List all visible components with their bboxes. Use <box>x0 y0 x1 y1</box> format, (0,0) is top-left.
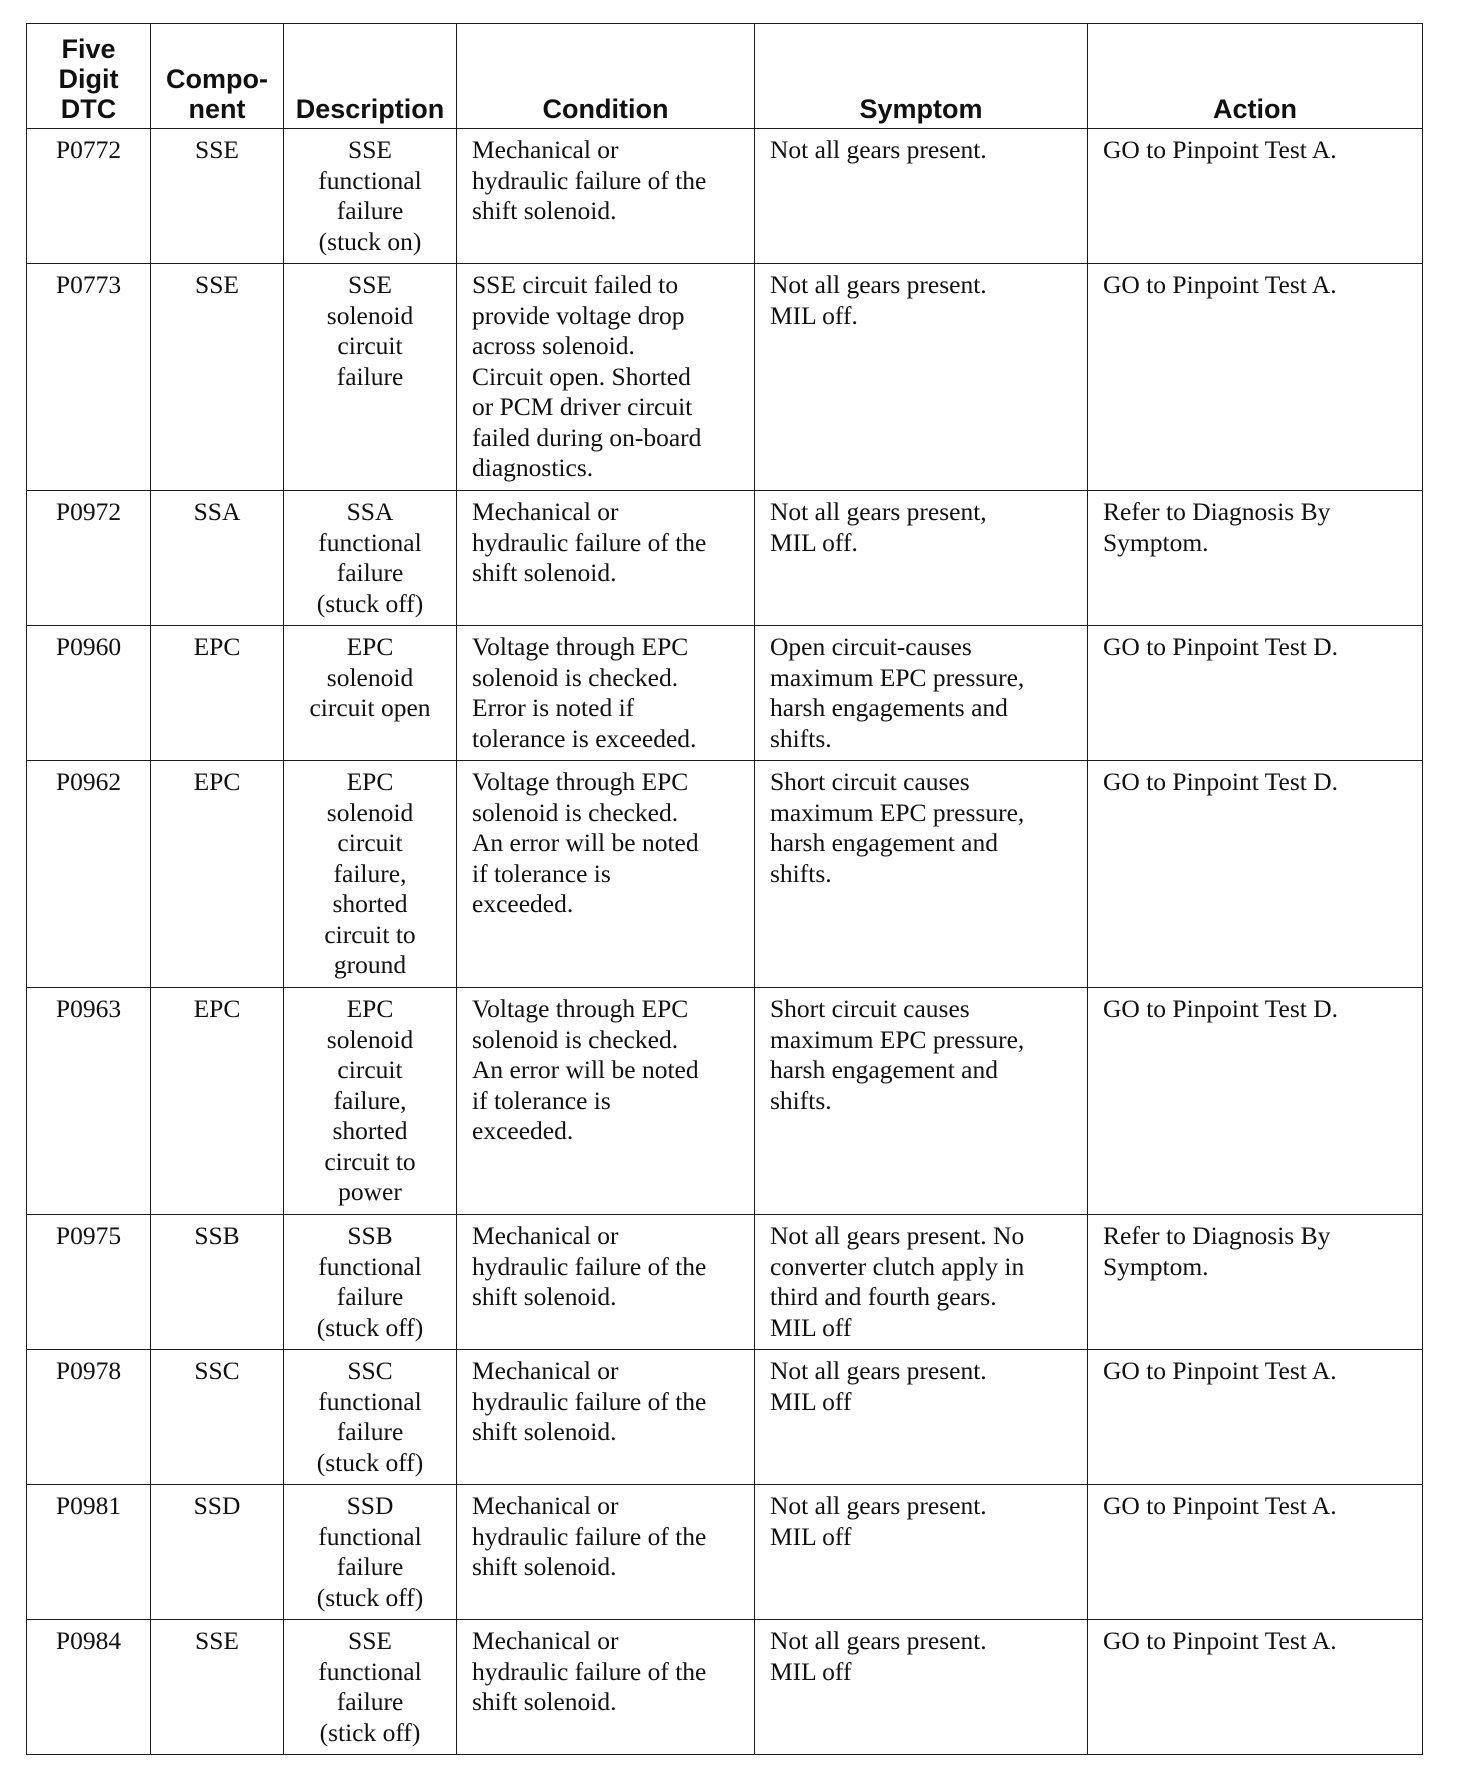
description-line: (stuck off) <box>316 588 424 618</box>
description-line: (stuck off) <box>316 1447 424 1477</box>
condition-cell <box>457 1485 755 1620</box>
symptom-line: maximum EPC pressure, <box>770 1024 1025 1054</box>
symptom-line: MIL off. <box>770 300 858 330</box>
description-line: circuit <box>337 828 403 857</box>
action-cell <box>1088 491 1423 626</box>
description-line: SSC <box>347 1356 393 1385</box>
action-cell <box>1088 761 1423 988</box>
description-line: EPC <box>346 632 394 661</box>
condition-line: Voltage through EPC <box>472 994 689 1023</box>
condition-line: diagnostics. <box>472 453 594 482</box>
condition-cell <box>457 626 755 761</box>
symptom-cell <box>755 988 1088 1215</box>
symptom-line: Not all gears present. <box>770 135 987 164</box>
condition-line: Mechanical or <box>472 1626 619 1655</box>
action-cell <box>1088 264 1423 491</box>
description-line: functional <box>318 1251 422 1281</box>
condition-line: hydraulic failure of the <box>472 1521 707 1551</box>
symptom-line: shifts. <box>770 723 832 753</box>
condition-cell <box>457 761 755 988</box>
symptom-line: Open circuit-causes <box>770 632 972 661</box>
condition-line: An error will be noted <box>472 1055 699 1084</box>
symptom-cell <box>755 264 1088 491</box>
condition-line: hydraulic failure of the <box>472 527 707 557</box>
description-line: solenoid <box>326 797 414 827</box>
condition-line: Voltage through EPC <box>472 767 689 796</box>
component-cell: SSE <box>151 129 284 264</box>
symptom-line: converter clutch apply in <box>770 1251 1025 1281</box>
description-line: solenoid <box>326 1024 414 1054</box>
table-row <box>27 761 1423 988</box>
table-row <box>27 491 1423 626</box>
condition-line: shift solenoid. <box>472 196 617 225</box>
description-line: failure, <box>333 1085 407 1115</box>
symptom-line: shifts. <box>770 1085 832 1115</box>
condition-line: if tolerance is <box>472 858 611 888</box>
header-description: Description <box>284 24 457 129</box>
description-line: SSB <box>347 1221 393 1250</box>
description-cell <box>284 1215 457 1350</box>
description-line: SSA <box>346 497 394 526</box>
description-line: functional <box>318 1386 422 1416</box>
description-line: circuit <box>337 1055 403 1084</box>
component-cell: EPC <box>151 761 284 988</box>
action-cell <box>1088 129 1423 264</box>
condition-line: Voltage through EPC <box>472 632 689 661</box>
condition-line: shift solenoid. <box>472 1687 617 1716</box>
condition-line: if tolerance is <box>472 1085 611 1115</box>
table-header <box>27 24 1423 129</box>
symptom-line: Not all gears present. <box>770 1626 987 1655</box>
component-cell: SSE <box>151 264 284 491</box>
component-cell: EPC <box>151 988 284 1215</box>
description-cell <box>284 491 457 626</box>
description-line: circuit to <box>324 1146 416 1176</box>
symptom-cell <box>755 129 1088 264</box>
action-line: GO to Pinpoint Test D. <box>1103 632 1339 661</box>
dtc-code-cell: P0978 <box>27 1350 151 1485</box>
condition-line: Error is noted if <box>472 693 635 722</box>
description-cell <box>284 626 457 761</box>
condition-line: hydraulic failure of the <box>472 1251 707 1281</box>
header-component: Compo- nent <box>151 24 284 129</box>
table-row <box>27 1215 1423 1350</box>
symptom-cell <box>755 1215 1088 1350</box>
symptom-cell <box>755 491 1088 626</box>
symptom-line: harsh engagements and <box>770 693 1008 722</box>
description-line: shorted <box>332 1116 408 1145</box>
dtc-code-cell: P0960 <box>27 626 151 761</box>
condition-line: An error will be noted <box>472 828 699 857</box>
component-cell: SSC <box>151 1350 284 1485</box>
description-line: EPC <box>346 994 394 1023</box>
description-line: failure <box>336 361 404 391</box>
table-row <box>27 264 1423 491</box>
condition-cell <box>457 264 755 491</box>
description-line: SSE <box>348 270 392 299</box>
component-cell: SSB <box>151 1215 284 1350</box>
symptom-cell <box>755 1620 1088 1755</box>
action-line: GO to Pinpoint Test A. <box>1103 270 1337 299</box>
description-line: (stuck off) <box>316 1582 424 1612</box>
symptom-cell <box>755 1350 1088 1485</box>
description-line: functional <box>318 165 422 195</box>
description-cell <box>284 1485 457 1620</box>
condition-line: shift solenoid. <box>472 558 617 587</box>
description-cell <box>284 1620 457 1755</box>
description-line: SSD <box>346 1491 394 1520</box>
condition-line: exceeded. <box>472 1116 574 1145</box>
action-line: Symptom. <box>1103 527 1209 557</box>
action-line: GO to Pinpoint Test D. <box>1103 994 1339 1023</box>
condition-line: exceeded. <box>472 889 574 918</box>
symptom-line: Not all gears present. No <box>770 1221 1025 1250</box>
action-line: GO to Pinpoint Test A. <box>1103 1491 1337 1520</box>
symptom-line: harsh engagement and <box>770 1055 998 1084</box>
condition-line: tolerance is exceeded. <box>472 723 697 753</box>
condition-line: solenoid is checked. <box>472 662 679 692</box>
component-cell: SSD <box>151 1485 284 1620</box>
symptom-line: shifts. <box>770 858 832 888</box>
table-row <box>27 1350 1423 1485</box>
table-row <box>27 1620 1423 1755</box>
symptom-cell <box>755 626 1088 761</box>
description-line: failure <box>336 1687 404 1716</box>
dtc-code-cell: P0963 <box>27 988 151 1215</box>
description-cell <box>284 988 457 1215</box>
table-row <box>27 1485 1423 1620</box>
condition-line: Mechanical or <box>472 497 619 526</box>
description-line: functional <box>318 1521 422 1551</box>
symptom-line: Not all gears present. <box>770 1356 987 1385</box>
condition-line: or PCM driver circuit <box>472 392 693 421</box>
description-line: solenoid <box>326 300 414 330</box>
condition-line: Mechanical or <box>472 1221 619 1250</box>
condition-line: hydraulic failure of the <box>472 1386 707 1416</box>
description-line: failure <box>336 1282 404 1311</box>
description-line: (stuck off) <box>316 1312 424 1342</box>
description-line: functional <box>318 527 422 557</box>
header-symptom: Symptom <box>755 24 1088 129</box>
symptom-cell <box>755 761 1088 988</box>
dtc-table <box>26 23 1423 1755</box>
symptom-line: Not all gears present. <box>770 1491 987 1520</box>
description-line: (stick off) <box>319 1717 421 1747</box>
header-row <box>27 24 1423 129</box>
dtc-code-cell: P0984 <box>27 1620 151 1755</box>
condition-line: provide voltage drop <box>472 300 685 330</box>
description-line: functional <box>318 1656 422 1686</box>
action-cell <box>1088 1350 1423 1485</box>
description-cell <box>284 1350 457 1485</box>
symptom-line: third and fourth gears. <box>770 1282 997 1311</box>
dtc-code-cell: P0962 <box>27 761 151 988</box>
description-line: circuit <box>337 331 403 360</box>
symptom-line: maximum EPC pressure, <box>770 662 1025 692</box>
condition-cell <box>457 129 755 264</box>
header-action: Action <box>1088 24 1423 129</box>
symptom-line: MIL off <box>770 1656 852 1686</box>
description-cell <box>284 761 457 988</box>
symptom-line: harsh engagement and <box>770 828 998 857</box>
header-condition: Condition <box>457 24 755 129</box>
component-cell: SSA <box>151 491 284 626</box>
condition-line: across solenoid. <box>472 331 635 360</box>
action-cell <box>1088 626 1423 761</box>
action-cell <box>1088 1485 1423 1620</box>
description-line: solenoid <box>326 662 414 692</box>
table-row <box>27 988 1423 1215</box>
symptom-line: MIL off <box>770 1312 852 1342</box>
condition-cell <box>457 1620 755 1755</box>
action-line: GO to Pinpoint Test A. <box>1103 1356 1337 1385</box>
description-line: circuit open <box>309 693 431 722</box>
action-line: GO to Pinpoint Test A. <box>1103 1626 1337 1655</box>
action-line: Symptom. <box>1103 1251 1209 1281</box>
dtc-code-cell: P0773 <box>27 264 151 491</box>
condition-cell <box>457 988 755 1215</box>
symptom-line: maximum EPC pressure, <box>770 797 1025 827</box>
condition-line: shift solenoid. <box>472 1282 617 1311</box>
dtc-code-cell: P0975 <box>27 1215 151 1350</box>
description-cell <box>284 264 457 491</box>
condition-line: Circuit open. Shorted <box>472 361 691 391</box>
symptom-line: Not all gears present, <box>770 497 987 526</box>
condition-line: solenoid is checked. <box>472 797 679 827</box>
component-cell: EPC <box>151 626 284 761</box>
condition-line: Mechanical or <box>472 1491 619 1520</box>
condition-line: hydraulic failure of the <box>472 1656 707 1686</box>
condition-line: failed during on-board <box>472 422 702 452</box>
table-row <box>27 626 1423 761</box>
description-line: failure, <box>333 858 407 888</box>
action-cell <box>1088 988 1423 1215</box>
header-five-digit-dtc: Five Digit DTC <box>27 24 151 129</box>
condition-line: SSE circuit failed to <box>472 270 679 299</box>
symptom-line: Not all gears present. <box>770 270 987 299</box>
condition-cell <box>457 1215 755 1350</box>
condition-line: solenoid is checked. <box>472 1024 679 1054</box>
description-line: failure <box>336 558 404 587</box>
dtc-code-cell: P0972 <box>27 491 151 626</box>
description-line: ground <box>333 950 407 979</box>
condition-line: Mechanical or <box>472 1356 619 1385</box>
description-line: failure <box>336 1417 404 1446</box>
symptom-line: MIL off <box>770 1386 852 1416</box>
description-line: failure <box>336 1552 404 1581</box>
action-line: Refer to Diagnosis By <box>1103 497 1331 526</box>
description-line: EPC <box>346 767 394 796</box>
dtc-code-cell: P0981 <box>27 1485 151 1620</box>
table-row <box>27 129 1423 264</box>
action-cell <box>1088 1215 1423 1350</box>
description-line: shorted <box>332 889 408 918</box>
condition-line: shift solenoid. <box>472 1417 617 1446</box>
description-line: circuit to <box>324 919 416 949</box>
symptom-line: MIL off <box>770 1521 852 1551</box>
condition-cell <box>457 491 755 626</box>
description-line: SSE <box>348 135 392 164</box>
description-line: power <box>338 1177 402 1206</box>
condition-line: hydraulic failure of the <box>472 165 707 195</box>
dtc-code-cell: P0772 <box>27 129 151 264</box>
condition-cell <box>457 1350 755 1485</box>
symptom-line: Short circuit causes <box>770 994 970 1023</box>
symptom-line: Short circuit causes <box>770 767 970 796</box>
symptom-cell <box>755 1485 1088 1620</box>
action-cell <box>1088 1620 1423 1755</box>
action-line: GO to Pinpoint Test D. <box>1103 767 1339 796</box>
description-line: (stuck on) <box>318 226 422 256</box>
description-line: failure <box>336 196 404 225</box>
component-cell: SSE <box>151 1620 284 1755</box>
condition-line: Mechanical or <box>472 135 619 164</box>
symptom-line: MIL off. <box>770 527 858 557</box>
condition-line: shift solenoid. <box>472 1552 617 1581</box>
description-cell <box>284 129 457 264</box>
description-line: SSE <box>348 1626 392 1655</box>
action-line: GO to Pinpoint Test A. <box>1103 135 1337 164</box>
table-body <box>27 129 1423 1755</box>
action-line: Refer to Diagnosis By <box>1103 1221 1331 1250</box>
